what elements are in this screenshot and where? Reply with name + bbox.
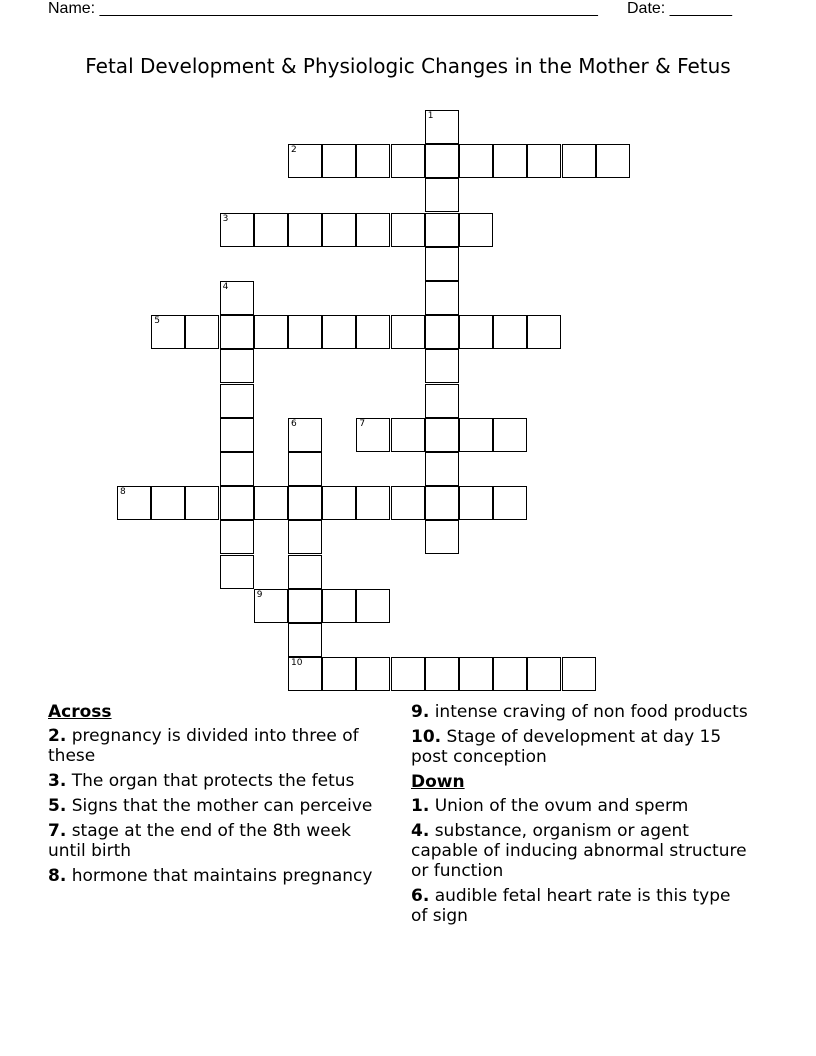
crossword-cell[interactable]	[220, 384, 254, 418]
crossword-cell[interactable]	[493, 144, 527, 178]
crossword-cell[interactable]	[493, 486, 527, 520]
across-heading: Across	[48, 702, 112, 722]
date-field-label: Date: _______	[627, 0, 732, 17]
crossword-cell[interactable]	[391, 657, 425, 691]
crossword-cell[interactable]	[322, 589, 356, 623]
name-field-label: Name: ________________________________________________________	[48, 0, 598, 17]
crossword-cell[interactable]	[151, 486, 185, 520]
cell-number: 7	[359, 418, 366, 429]
cell-number: 1	[427, 111, 434, 121]
crossword-cell[interactable]	[288, 315, 322, 349]
crossword-cell[interactable]	[527, 657, 561, 691]
crossword-cell[interactable]	[459, 657, 493, 691]
clue-down-4	[411, 821, 751, 881]
clue-number: 2.	[48, 726, 67, 746]
crossword-cell[interactable]	[288, 623, 322, 657]
crossword-cell[interactable]	[425, 247, 459, 281]
clue-text: pregnancy is divided into three of these	[48, 726, 359, 766]
crossword-cell[interactable]	[254, 589, 288, 623]
crossword-cell[interactable]	[288, 213, 322, 247]
clue-text: intense craving of non food products	[434, 702, 748, 722]
crossword-cell[interactable]	[493, 657, 527, 691]
crossword-cell[interactable]	[288, 144, 322, 178]
cell-number: 6	[291, 418, 297, 429]
clue-down-1	[411, 796, 751, 816]
crossword-cell[interactable]	[220, 281, 254, 315]
clue-text: The organ that protects the fetus	[71, 771, 355, 791]
clue-across-8	[48, 866, 388, 886]
clue-text: substance, organism or agent capable of inducing abnormal structure or function	[411, 821, 747, 881]
crossword-cell[interactable]	[391, 144, 425, 178]
clue-across-3	[48, 771, 388, 791]
crossword-cell[interactable]	[254, 213, 288, 247]
clue-number: 9.	[411, 702, 430, 722]
cell-number: 4	[222, 282, 229, 292]
crossword-cell[interactable]	[425, 520, 459, 554]
crossword-cell[interactable]	[425, 144, 459, 178]
crossword-cell[interactable]	[391, 315, 425, 349]
crossword-cell[interactable]	[425, 418, 459, 452]
crossword-cell[interactable]	[288, 520, 322, 554]
crossword-cell[interactable]	[220, 213, 254, 247]
crossword-cell[interactable]	[220, 520, 254, 554]
clue-number: 5.	[48, 796, 67, 816]
clue-text: audible fetal heart rate is this type of sign	[411, 886, 731, 926]
clue-text: stage at the end of the 8th week until birth	[48, 821, 351, 861]
down-heading: Down	[411, 772, 465, 792]
cell-number: 9	[256, 589, 263, 600]
crossword-cell[interactable]	[459, 418, 493, 452]
crossword-cell[interactable]	[425, 178, 459, 212]
crossword-cell[interactable]	[562, 657, 596, 691]
clue-number: 6.	[411, 886, 430, 906]
clue-across-9	[411, 702, 751, 722]
crossword-cell[interactable]	[493, 315, 527, 349]
crossword-cell[interactable]	[322, 486, 356, 520]
crossword-cell[interactable]	[356, 418, 390, 452]
crossword-cell[interactable]	[185, 315, 219, 349]
crossword-cell[interactable]	[322, 213, 356, 247]
cell-number: 8	[120, 487, 126, 498]
crossword-cell[interactable]	[425, 110, 459, 144]
crossword-cell[interactable]	[356, 589, 390, 623]
crossword-cell[interactable]	[425, 657, 459, 691]
page-title: Fetal Development & Physiologic Changes in the Mother & Fetus	[85, 54, 731, 78]
crossword-cell[interactable]	[356, 486, 390, 520]
crossword-cell[interactable]	[527, 144, 561, 178]
clue-number: 1.	[411, 796, 430, 816]
cell-number: 5	[154, 316, 160, 327]
clues-column-right	[411, 702, 751, 931]
crossword-cell[interactable]	[391, 213, 425, 247]
crossword-cell[interactable]	[288, 555, 322, 589]
crossword-cell[interactable]	[356, 144, 390, 178]
crossword-cell[interactable]	[562, 144, 596, 178]
clue-number: 10.	[411, 727, 442, 747]
crossword-cell[interactable]	[356, 657, 390, 691]
crossword-cell[interactable]	[254, 486, 288, 520]
crossword-cell[interactable]	[459, 213, 493, 247]
clue-across-10	[411, 727, 751, 767]
cell-number: 3	[222, 213, 229, 224]
clue-text: hormone that maintains pregnancy	[71, 866, 373, 886]
crossword-cell[interactable]	[220, 418, 254, 452]
crossword-cell[interactable]	[493, 418, 527, 452]
crossword-cell[interactable]	[220, 315, 254, 349]
crossword-cell[interactable]	[288, 589, 322, 623]
crossword-cell[interactable]	[425, 281, 459, 315]
crossword-cell[interactable]	[220, 452, 254, 486]
clue-across-2	[48, 726, 388, 766]
crossword-cell[interactable]	[391, 486, 425, 520]
crossword-cell[interactable]	[459, 144, 493, 178]
crossword-cell[interactable]	[425, 384, 459, 418]
crossword-cell[interactable]	[527, 315, 561, 349]
crossword-cell[interactable]	[425, 452, 459, 486]
crossword-cell[interactable]	[220, 486, 254, 520]
clue-number: 3.	[48, 771, 67, 791]
clue-text: Union of the ovum and sperm	[434, 796, 689, 816]
clue-number: 4.	[411, 821, 430, 841]
crossword-cell[interactable]	[322, 657, 356, 691]
crossword-cell[interactable]	[391, 418, 425, 452]
crossword-cell[interactable]	[220, 555, 254, 589]
crossword-cell[interactable]	[151, 315, 185, 349]
cell-number: 10	[291, 658, 303, 669]
crossword-cell[interactable]	[185, 486, 219, 520]
clue-text: Signs that the mother can perceive	[71, 796, 373, 816]
crossword-cell[interactable]	[596, 144, 630, 178]
crossword-cell[interactable]	[254, 315, 288, 349]
clues-column-left	[48, 702, 388, 891]
crossword-cell[interactable]	[425, 315, 459, 349]
crossword-cell[interactable]	[425, 349, 459, 383]
crossword-cell[interactable]	[288, 452, 322, 486]
clue-down-6	[411, 886, 751, 926]
clue-across-7	[48, 821, 388, 861]
crossword-cell[interactable]	[220, 349, 254, 383]
crossword-cell[interactable]	[288, 486, 322, 520]
crossword-cell[interactable]	[117, 486, 151, 520]
crossword-cell[interactable]	[425, 486, 459, 520]
crossword-cell[interactable]	[288, 418, 322, 452]
cell-number: 2	[291, 145, 297, 156]
clue-across-5	[48, 796, 388, 816]
clue-number: 7.	[48, 821, 67, 841]
clue-text: Stage of development at day 15 post conception	[411, 727, 722, 767]
crossword-cell[interactable]	[459, 315, 493, 349]
crossword-cell[interactable]	[322, 315, 356, 349]
clue-number: 8.	[48, 866, 67, 886]
crossword-cell[interactable]	[356, 213, 390, 247]
crossword-cell[interactable]	[288, 657, 322, 691]
crossword-cell[interactable]	[356, 315, 390, 349]
crossword-cell[interactable]	[425, 213, 459, 247]
crossword-cell[interactable]	[459, 486, 493, 520]
crossword-cell[interactable]	[322, 144, 356, 178]
